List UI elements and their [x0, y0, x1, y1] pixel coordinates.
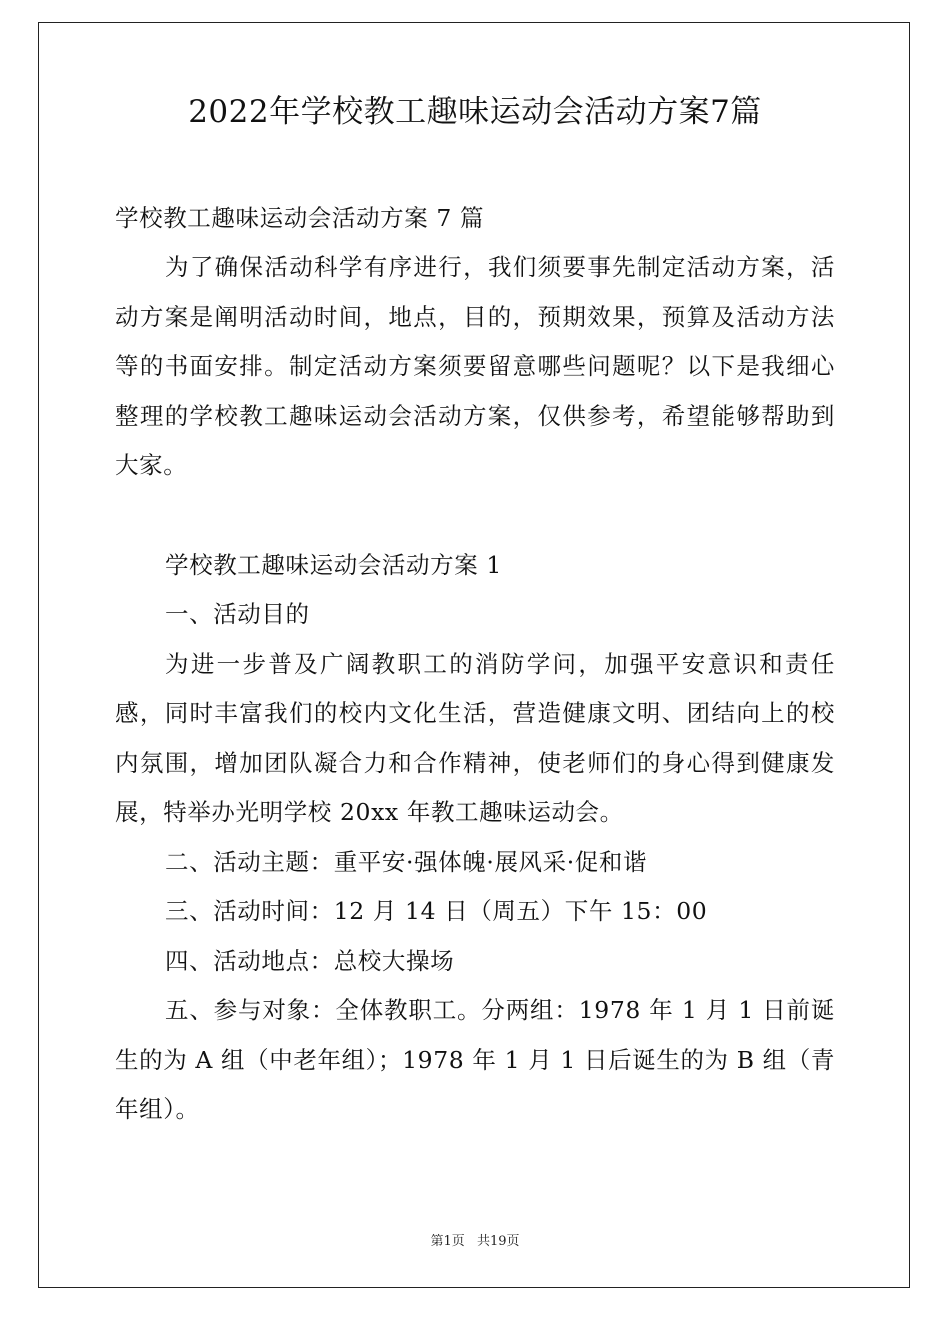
section-title: 学校教工趣味运动会活动方案 1 [165, 551, 502, 579]
paragraph-activity-theme: 二、活动主题：重平安·强体魄·展风采·促和谐 [165, 847, 648, 876]
heading-activity-purpose: 一、活动目的 [165, 600, 310, 628]
paragraph-activity-time: 三、活动时间：12 月 14 日（周五）下午 15：00 [165, 897, 708, 925]
section-body [115, 590, 835, 1135]
document-subtitle: 学校教工趣味运动会活动方案 7 篇 [115, 204, 485, 232]
page-number: 第1页 [430, 1234, 465, 1249]
intro-paragraph: 为了确保活动科学有序进行，我们须要事先制定活动方案，活动方案是阐明活动时间，地点，目的，预期效果，预算及活动方法等的书面安排。制定活动方案须要留意哪些问题呢？以下是我细心整理的学校教工趣味运动会活动方案，仅供参考，希望能够帮助到大家。 [115, 253, 835, 479]
paragraph-activity-location: 四、活动地点：总校大操场 [165, 946, 455, 975]
paragraph-activity-purpose: 为进一步普及广阔教职工的消防学问，加强平安意识和责任感，同时丰富我们的校内文化生活，营造健康文明、团结向上的校内氛围，增加团队凝合力和合作精神，使老师们的身心得到健康发展，特举办光明学校 20xx 年教工趣味运动会。 [115, 649, 835, 826]
paragraph-participants: 五、参与对象：全体教职工。分两组：1978 年 1 月 1 日前诞生的为 A 组（中老年组）；1978 年 1 月 1 日后诞生的为 B 组（青年组）。 [115, 996, 835, 1123]
page-footer [0, 1232, 950, 1252]
document-title: 2022年学校教工趣味运动会活动方案7篇 [188, 94, 762, 130]
page-total: 共19页 [476, 1234, 520, 1249]
